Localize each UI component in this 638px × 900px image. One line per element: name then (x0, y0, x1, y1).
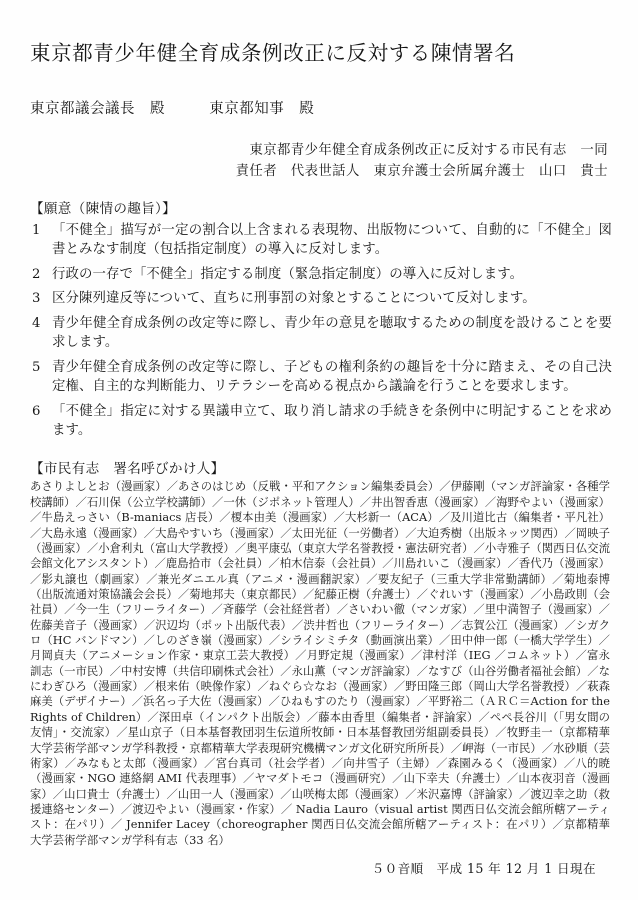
demand-text: 「不健全」指定に対する異議申立て、取り消し請求の手続きを条例中に明記することを求めます。 (52, 403, 612, 438)
addressee-governor: 東京都知事 殿 (209, 100, 315, 117)
proposer-block (0, 118, 638, 183)
demand-text: 「不健全」描写が一定の割合以上含まれる表現物、出版物について、自動的に「不健全」図書とみなす制度（包括指定制度）の導入に反対します。 (52, 223, 612, 258)
demand-item (30, 289, 612, 308)
demand-number: 4 (32, 315, 41, 331)
addressee-line (0, 67, 638, 118)
addressee-assembly-chair: 東京都議会議長 殿 (30, 100, 165, 117)
proposer-representative: 責任者 代表世話人 東京弁護士会所属弁護士 山口 貴士 (235, 164, 608, 180)
proposer-group-name: 東京都青少年健全育成条例改正に反対する市民有志 一同 (249, 142, 608, 158)
purpose-heading: 【願意（陳情の趣旨）】 (30, 201, 177, 218)
page-title: 東京都青少年健全育成条例改正に反対する陳情署名 (30, 41, 516, 65)
footer-note: ５０音順 平成 15 年 12 月 1 日現在 (371, 861, 596, 877)
demand-item (30, 221, 612, 260)
demand-number: 1 (32, 223, 41, 239)
demand-item (30, 265, 612, 284)
demand-item (30, 314, 612, 353)
demand-number: 6 (32, 403, 41, 419)
demand-text: 青少年健全育成条例の改定等に際し、子どもの権利条約の趣旨を十分に踏まえ、その自己決定権、自主的な判断能力、リテラシーを高める視点から議論を行うことを要求します。 (52, 359, 612, 395)
demand-text: 区分陳列違反等について、直ちに刑事罰の対象とすることについて反対します。 (52, 291, 536, 307)
demand-list (0, 219, 638, 440)
signers-list: あさりよしとお（漫画家）／あさのはじめ（反戦・平和アクション編集委員会）／伊藤剛（マンガ評論家・各種学校講師）／石川保（公立学校講師）／一休（ジポネット管理人）／井出智香恵（漫画家）／海野やよい（漫画家）／牛島えっさい（B-maniacs 店長）／榎本由美（漫画家）／大杉新一（ACA）／及川道比古（編集者・平凡社）／大島永遠（漫画家）／大島やすいち（漫画家）／太田光征（一労働者）／大迫秀樹（出版ネッツ関西）／岡映子（漫画家）／小倉利丸（富山大学教授）／奥平康弘（東京大学名誉教授・憲法研究者）／小寺雅子（関西日仏交流会館文化アシスタント）／鹿島拾市（会社員）／柏木信泰（会社員）／川島れいこ（漫画家）／香代乃（漫画家）／影丸譲也（劇画家）／兼光ダニエル真（アニメ・漫画翻訳家）／要友紀子（三重大学非常勤講師）／菊地泰博（出版流通対策協議会会長）／菊地邦夫（東京都民）／紀藤正樹（弁護士）／ぐれいす（漫画家）／小島政則（会社員）／今一生（フリーライター）／斉藤学（会社経営者）／さいわい徹（マンガ家）／里中満智子（漫画家）／佐藤美音子（漫画家）／沢辺均（ポット出版代表）／渋井哲也（フリーライター）／志賀公江（漫画家）／シガクロ（HC バンドマン）／しのざき嶺（漫画家）／シライシミチタ（動画演出業）／田中伸一郎（一橋大学学生）／月岡貞夫（アニメーション作家・東京工芸大教授）／月野定規（漫画家）／津村洋（IEG ／コムネット）／富永訓志（一市民）／中村安博（共信印刷株式会社）／永山薫（マンガ評論家）／なすび（山谷労働者福祉会館）／なにわぎひろ（漫画家）／根来佑（映像作家）／ねぐら☆なお（漫画家）／野田隆三郎（岡山大学名誉教授）／萩森麻美（デザイナー）／浜名っ子大佐（漫画家）／ひねもすのたり（漫画家）／平野裕二（ＡＲＣ＝Action for the Rights of Children）／深田卓（インパクト出版会）／藤本由香里（編集者・評論家）／ペペ長谷川（「男女間の友情」・交流家）／星山京子（日本基督教団羽生伝道所牧師・日本基督教団労組副委員長）／牧野圭一（京都精華大学芸術学部マンガ学科教授・京都精華大学表現研究機構マンガ文化研究所所長）／岬海（一市民）／水砂順（芸術家）／みなもと太郎（漫画家）／宮台真司（社会学者）／向井雪子（主婦）／森園みるく（漫画家）／八的暁（漫画家・NGO 連絡網 AMI 代表理事）／ヤマダトモコ（漫画研究）／山下幸夫（弁護士）／山本夜羽音（漫画家）／山口貴士（弁護士）／山田一人（漫画家）／山咲梅太郎（漫画家）／米沢嘉博（評論家）／渡辺幸之助（救援連絡センター）／渡辺やよい（漫画家・作家）／ Nadia Lauro（visual artist 関西日仏交流会館所轄アーティスト：在パリ）／ Jennifer Lacey（choreographer 関西日仏交流会館所轄アーティスト：在パリ）／京都精華大学芸術学部マンガ学科有志（33 名） (30, 479, 610, 847)
demand-number: 2 (32, 266, 41, 282)
demand-number: 5 (32, 359, 41, 375)
demand-text: 青少年健全育成条例の改定等に際し、青少年の意見を聴取するための制度を設けることを要求します。 (52, 315, 612, 351)
demand-text: 行政の一存で「不健全」指定する制度（緊急指定制度）の導入に反対します。 (52, 266, 524, 282)
demand-number: 3 (32, 291, 41, 307)
signers-heading: 【市民有志 署名呼びかけ人】 (30, 461, 225, 478)
demand-item (30, 358, 612, 397)
demand-item (30, 402, 612, 441)
